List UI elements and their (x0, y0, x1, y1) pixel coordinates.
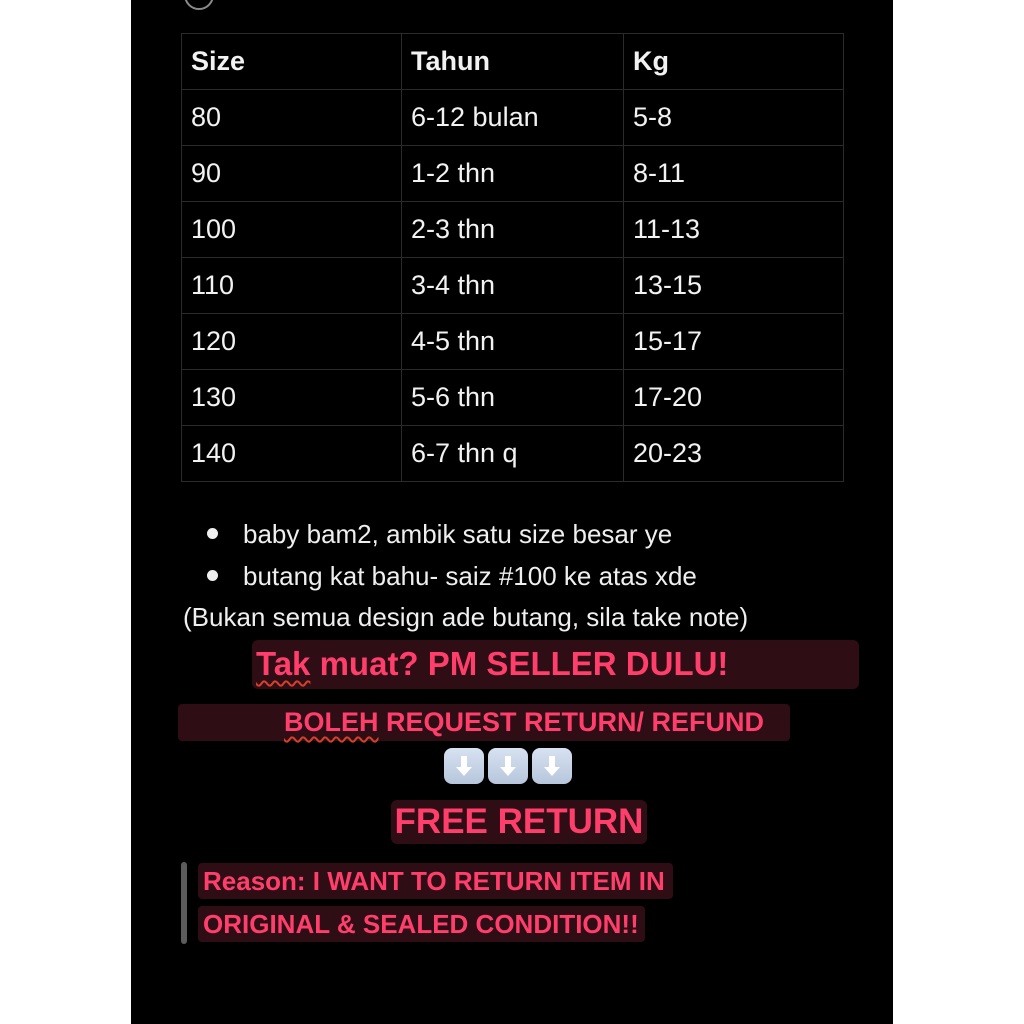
table-header-row (182, 34, 844, 90)
reason-line-2[interactable]: ORIGINAL & SEALED CONDITION!! (198, 906, 645, 942)
table-row (182, 258, 844, 314)
cell-tahun: 6-7 thn q (402, 426, 624, 482)
table-row (182, 90, 844, 146)
blockquote-bar (181, 862, 187, 944)
column-header-tahun: Tahun (402, 34, 624, 90)
cell-tahun: 4-5 thn (402, 314, 624, 370)
cell-size: 80 (182, 90, 402, 146)
table-row (182, 426, 844, 482)
reason-line-1[interactable]: Reason: I WANT TO RETURN ITEM IN (198, 863, 673, 899)
cell-kg: 13-15 (624, 258, 844, 314)
headline-text: muat? PM SELLER DULU! (310, 645, 729, 682)
cell-kg: 11-13 (624, 202, 844, 258)
spellcheck-word: BOLEH (284, 707, 379, 737)
table-row (182, 202, 844, 258)
down-arrow-icon (444, 748, 484, 784)
return-request-rest: REQUEST RETURN/ REFUND (378, 707, 765, 737)
fit-headline[interactable] (252, 640, 859, 689)
cell-kg: 20-23 (624, 426, 844, 482)
column-header-kg: Kg (624, 34, 844, 90)
table-row (182, 370, 844, 426)
cell-size: 100 (182, 202, 402, 258)
cell-tahun: 2-3 thn (402, 202, 624, 258)
return-request-text[interactable] (178, 704, 790, 741)
cell-size: 140 (182, 426, 402, 482)
cell-kg: 17-20 (624, 370, 844, 426)
size-chart-table (181, 33, 844, 482)
notes-screen (131, 0, 893, 1024)
notes-bullet-list (189, 514, 697, 598)
table-row (182, 314, 844, 370)
cell-tahun: 6-12 bulan (402, 90, 624, 146)
arrow-emoji-row (444, 748, 572, 784)
cell-kg: 5-8 (624, 90, 844, 146)
cell-kg: 15-17 (624, 314, 844, 370)
down-arrow-icon (532, 748, 572, 784)
cell-tahun: 1-2 thn (402, 146, 624, 202)
radio-circle-icon[interactable] (184, 0, 214, 10)
cell-size: 90 (182, 146, 402, 202)
free-return-heading[interactable]: FREE RETURN (391, 800, 647, 844)
list-item-text: baby bam2, ambik satu size besar ye (243, 519, 673, 549)
cell-tahun: 5-6 thn (402, 370, 624, 426)
list-item[interactable] (189, 556, 697, 598)
spellcheck-word: Tak (256, 645, 311, 682)
cell-size: 120 (182, 314, 402, 370)
list-item-text: butang kat bahu- saiz #100 ke atas xde (243, 561, 697, 591)
bullet-icon (207, 528, 218, 539)
design-note-text[interactable]: (Bukan semua design ade butang, sila take note) (183, 602, 749, 632)
table-row (182, 146, 844, 202)
cell-size: 130 (182, 370, 402, 426)
down-arrow-icon (488, 748, 528, 784)
cell-kg: 8-11 (624, 146, 844, 202)
list-item[interactable] (189, 514, 697, 556)
cell-tahun: 3-4 thn (402, 258, 624, 314)
cell-size: 110 (182, 258, 402, 314)
bullet-icon (207, 570, 218, 581)
column-header-size: Size (182, 34, 402, 90)
